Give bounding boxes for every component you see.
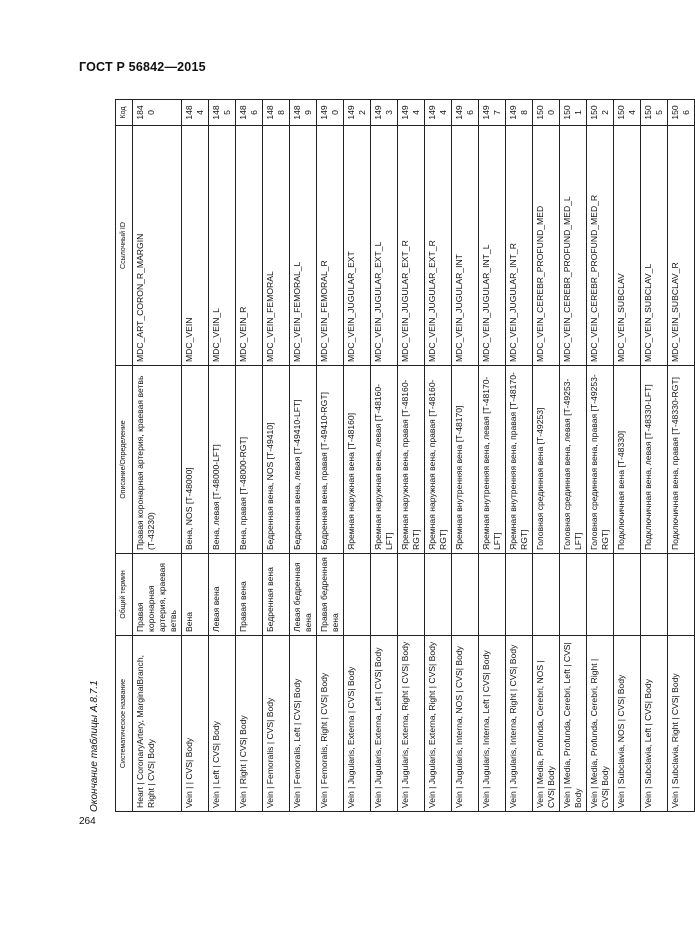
systematic-name-cell: Heart | CoronaryArtery, MarginalBranch, Right | CVS| Body [133, 636, 182, 812]
data-table [115, 99, 695, 812]
systematic-name-cell: Vein | Femoralis, Left | CVS| Body [290, 636, 317, 812]
table-row [209, 100, 236, 812]
table-body [133, 100, 695, 812]
description-cell: Бедренная вена, правая [Т-49410-RGT] [317, 366, 344, 554]
table-row [344, 100, 371, 812]
systematic-name-cell: Vein | Femoralis, Right | CVS| Body [317, 636, 344, 812]
table-row [133, 100, 182, 812]
code-cell: 1488 [263, 100, 290, 126]
description-cell: Яремная внутренняя вена, левая [Т-48170-LFT] [479, 366, 506, 554]
code-cell: 1493 [371, 100, 398, 126]
table-header-row [116, 100, 133, 812]
table-row [371, 100, 398, 812]
systematic-name-cell: Vein | Jugularis, Externa, Right | CVS| Body [398, 636, 425, 812]
reference-id-cell: MDC_VEIN_CEREBR_PROFUND_MED [533, 126, 560, 366]
common-term-cell [425, 554, 452, 636]
common-term-cell: Правая коронарная артерия, краевая ветвь [133, 554, 182, 636]
code-cell: 1840 [133, 100, 182, 126]
table-row [425, 100, 452, 812]
column-header: Систематическое название [116, 636, 133, 812]
systematic-name-cell: Vein | Jugularis, Externa, Right | CVS| Body [425, 636, 452, 812]
code-cell: 1498 [506, 100, 533, 126]
table-row [236, 100, 263, 812]
systematic-name-cell: Vein | Media, Profunda, Cerebri, Right | CVS| Body [587, 636, 614, 812]
systematic-name-cell: Vein | Subclavia, NOS | CVS| Body [614, 636, 641, 812]
description-cell: Подключичная вена [Т-48330] [614, 366, 641, 554]
common-term-cell [506, 554, 533, 636]
systematic-name-cell: Vein | Jugularis, Externa | CVS| Body [344, 636, 371, 812]
reference-id-cell: MDC_VEIN_SUBCLAV_L [641, 126, 668, 366]
reference-id-cell: MDC_VEIN_FEMORAL [263, 126, 290, 366]
table-row [641, 100, 668, 812]
reference-id-cell: MDC_VEIN_JUGULAR_INT [452, 126, 479, 366]
code-cell: 1486 [236, 100, 263, 126]
description-cell: Подключичная вена, левая [Т-48330-LFT] [641, 366, 668, 554]
code-cell: 1505 [641, 100, 668, 126]
code-cell: 1490 [317, 100, 344, 126]
common-term-cell [614, 554, 641, 636]
systematic-name-cell: Vein | Jugularis, Interna, Right | CVS| Body [506, 636, 533, 812]
common-term-cell [587, 554, 614, 636]
column-header: Описание/Определение [116, 366, 133, 554]
table-row [506, 100, 533, 812]
reference-id-cell: MDC_VEIN_CEREBR_PROFUND_MED_L [560, 126, 587, 366]
description-cell: Подключичная вена, правая [Т-48330-RGT] [668, 366, 695, 554]
table-row [182, 100, 209, 812]
document-header-title: ГОСТ Р 56842—2015 [79, 60, 206, 74]
table-row [614, 100, 641, 812]
table-row [263, 100, 290, 812]
reference-id-cell: MDC_VEIN_JUGULAR_EXT_R [425, 126, 452, 366]
common-term-cell [479, 554, 506, 636]
description-cell: Яремная наружная вена, правая [Т-48160-RGT] [398, 366, 425, 554]
table-row [479, 100, 506, 812]
code-cell: 1489 [290, 100, 317, 126]
systematic-name-cell: Vein | Media, Profunda, Cerebri, NOS | CVS| Body [533, 636, 560, 812]
common-term-cell [560, 554, 587, 636]
systematic-name-cell: Vein | Jugularis, Externa, Left | CVS| Body [371, 636, 398, 812]
code-cell: 1506 [668, 100, 695, 126]
reference-id-cell: MDC_VEIN_R [236, 126, 263, 366]
description-cell: Головная срединная вена, правая [Т-49253-RGT] [587, 366, 614, 554]
description-cell: Яремная наружная вена, левая [Т-48160-LFT] [371, 366, 398, 554]
description-cell: Правая коронарная артерия, краевая ветвь (Т-43230) [133, 366, 182, 554]
reference-id-cell: MDC_VEIN_JUGULAR_EXT [344, 126, 371, 366]
code-cell: 1494 [398, 100, 425, 126]
reference-id-cell: MDC_VEIN_FEMORAL_R [317, 126, 344, 366]
page-number: 264 [79, 816, 96, 827]
description-cell: Вена, левая [Т-48000-LFT] [209, 366, 236, 554]
description-cell: Бедренная вена, NOS [Т-49410] [263, 366, 290, 554]
systematic-name-cell: Vein | Femoralis | CVS| Body [263, 636, 290, 812]
reference-id-cell: MDC_VEIN_CEREBR_PROFUND_MED_R [587, 126, 614, 366]
common-term-cell [641, 554, 668, 636]
table-row [398, 100, 425, 812]
reference-id-cell: MDC_VEIN_JUGULAR_EXT_L [371, 126, 398, 366]
common-term-cell: Левая бедренная вена [290, 554, 317, 636]
common-term-cell [452, 554, 479, 636]
reference-id-cell: MDC_ART_CORON_R_MARGIN [133, 126, 182, 366]
description-cell: Вена, правая [Т-48000-RGT] [236, 366, 263, 554]
reference-id-cell: MDC_VEIN_JUGULAR_EXT_R [398, 126, 425, 366]
table-row [587, 100, 614, 812]
description-cell: Бедренная вена, левая [Т-49410-LFT] [290, 366, 317, 554]
reference-id-cell: MDC_VEIN_SUBCLAV [614, 126, 641, 366]
code-cell: 1492 [344, 100, 371, 126]
reference-id-cell: MDC_VEIN_FEMORAL_L [290, 126, 317, 366]
systematic-name-cell: Vein | Jugularis, Interna, Left | CVS| Body [479, 636, 506, 812]
code-cell: 1502 [587, 100, 614, 126]
systematic-name-cell: Vein | | CVS| Body [182, 636, 209, 812]
table-row [533, 100, 560, 812]
description-cell: Яремная наружная вена [Т-48160] [344, 366, 371, 554]
reference-id-cell: MDC_VEIN_JUGULAR_INT_L [479, 126, 506, 366]
table-row [560, 100, 587, 812]
systematic-name-cell: Vein | Left | CVS| Body [209, 636, 236, 812]
column-header: Ссылочный ID [116, 126, 133, 366]
description-cell: Яремная наружная вена, правая [Т-48160-RGT] [425, 366, 452, 554]
description-cell: Головная срединная вена [Т-49253] [533, 366, 560, 554]
code-cell: 1500 [533, 100, 560, 126]
common-term-cell: Правая вена [236, 554, 263, 636]
common-term-cell [533, 554, 560, 636]
code-cell: 1497 [479, 100, 506, 126]
common-term-cell [398, 554, 425, 636]
code-cell: 1485 [209, 100, 236, 126]
systematic-name-cell: Vein | Right | CVS| Body [236, 636, 263, 812]
systematic-name-cell: Vein | Subclavia, Left | CVS| Body [641, 636, 668, 812]
code-cell: 1501 [560, 100, 587, 126]
description-cell: Вена, NOS [Т-48000] [182, 366, 209, 554]
systematic-name-cell: Vein | Jugularis, Interna, NOS | CVS| Body [452, 636, 479, 812]
common-term-cell: Бедренная вена [263, 554, 290, 636]
common-term-cell: Правая бедренная вена [317, 554, 344, 636]
common-term-cell [344, 554, 371, 636]
common-term-cell [668, 554, 695, 636]
reference-id-cell: MDC_VEIN_L [209, 126, 236, 366]
column-header: Общий термин [116, 554, 133, 636]
description-cell: Яремная внутренняя вена, правая [Т-48170-RGT] [506, 366, 533, 554]
table-row [317, 100, 344, 812]
table-caption: Окончание таблицы А.8.7.1 [89, 680, 100, 812]
table-row [668, 100, 695, 812]
reference-id-cell: MDC_VEIN_SUBCLAV_R [668, 126, 695, 366]
description-cell: Головная срединная вена, левая [Т-49253-LFT] [560, 366, 587, 554]
common-term-cell: Левая вена [209, 554, 236, 636]
common-term-cell [371, 554, 398, 636]
systematic-name-cell: Vein | Media, Profunda, Cerebri, Left | CVS| Body [560, 636, 587, 812]
code-cell: 1496 [452, 100, 479, 126]
code-cell: 1504 [614, 100, 641, 126]
code-cell: 1494 [425, 100, 452, 126]
column-header: Код [116, 100, 133, 126]
systematic-name-cell: Vein | Subclavia, Right | CVS| Body [668, 636, 695, 812]
table-row [290, 100, 317, 812]
common-term-cell: Вена [182, 554, 209, 636]
table-row [452, 100, 479, 812]
description-cell: Яремная внутренняя вена [Т-48170] [452, 366, 479, 554]
reference-id-cell: MDC_VEIN_JUGULAR_INT_R [506, 126, 533, 366]
reference-id-cell: MDC_VEIN [182, 126, 209, 366]
rotated-table-area [89, 100, 691, 812]
code-cell: 1484 [182, 100, 209, 126]
